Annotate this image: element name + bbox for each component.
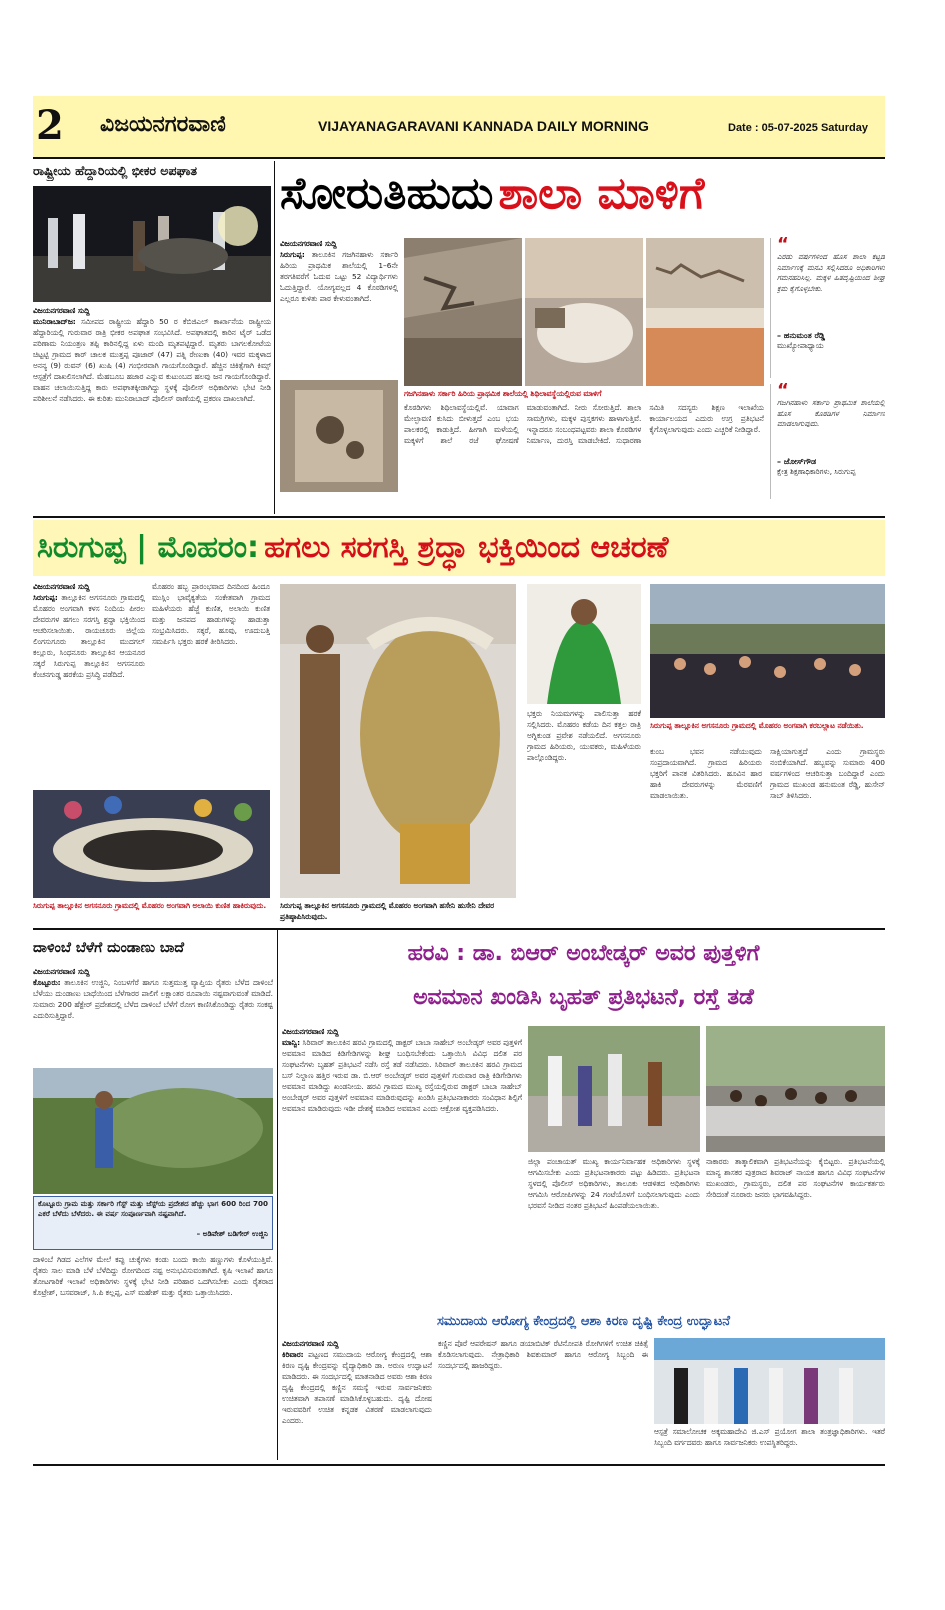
moharram-byline: ವಿಜಯನಗರವಾಣಿ ಸುದ್ದಿ (33, 582, 90, 591)
school-photo-caption: ಗಜಗಿನಹಾಳು ಸರ್ಕಾರಿ ಹಿರಿಯ ಪ್ರಾಥಮಿಕ ಶಾಲೆಯಲ್ಲಿ ಶಿಥಿಲಾವಸ್ಥೆಯಲ್ಲಿರುವ ಮಾಳಿಗೆ (404, 389, 602, 398)
ambedkar-byline: ವಿಜಯನಗರವಾಣಿ ಸುದ್ದಿ (282, 1027, 339, 1036)
health-body-1-text: ಪಟ್ಟಣದ ಸಮುದಾಯ ಆರೋಗ್ಯ ಕೇಂದ್ರದಲ್ಲಿ ಆಶಾ ಕಿರಣ ದೃಷ್ಟಿ ಕೇಂದ್ರವನ್ನು ವೈದ್ಯಾಧಿಕಾರಿ ಡಾ. ಅರುಣ ಉದ್ಘಾಟನೆ ಮಾಡಿದರು. ಈ ಸಂದರ್ಭದಲ್ಲಿ ಮಾತನಾಡಿದ ಅವರು ಆಶಾ ಕಿರಣ ದೃಷ್ಟಿ ಕೇಂದ್ರದಲ್ಲಿ ಕಣ್ಣಿನ ಸಮಸ್ಯೆ ಇರುವ ಸಾರ್ವಜನಿಕರು ಉಚಿತವಾಗಿ ತಪಾಸಣೆ ಮಾಡಿಸಿಕೊಳ್ಳಬಹುದು. ದೃಷ್ಟಿ ದೋಷ ಇರುವವರಿಗೆ ಉಚಿತ ಕನ್ನಡಕ ವಿತರಣೆ ಮಾಡಲಾಗುವುದು ಎಂದರು. (282, 1350, 432, 1425)
pomegranate-photo (33, 1068, 273, 1194)
school-quote-1-text: ಎರಡು ವರ್ಷಗಳಿಂದ ಹೊಸ ಶಾಲಾ ಕಟ್ಟಡ ನಿರ್ಮಾಣಕ್ಕೆ ಮನವಿ ಸಲ್ಲಿಸಿದರೂ ಅಧಿಕಾರಿಗಳು ಗಮನಹರಿಸಿಲ್ಲ. ಮಕ್ಕಳ ಹಿತದೃಷ್ಟಿಯಿಂದ ಶೀಘ್ರ ಕ್ರಮ ಕೈಗೊಳ್ಳಬೇಕು. (777, 252, 885, 293)
school-photo-wall (280, 380, 398, 492)
moharram-dateline: ಸಿರುಗುಪ್ಪ: (33, 593, 58, 602)
ambedkar-dateline: ಮಾನ್ವಿ: (282, 1038, 301, 1047)
accident-photo (33, 186, 271, 302)
section-rule-1 (33, 516, 885, 518)
accident-dateline: ಮುನಿರಾಬಾದ್‌ಜ: (33, 317, 76, 326)
pomegranate-body-1 (33, 966, 273, 1066)
school-photo-ceiling-1 (404, 238, 522, 386)
moharram-body-4: ಕುಂಬ ಭವನ ನಡೆಯುವುದು ಸಂಪ್ರದಾಯವಾಗಿದೆ. ಗ್ರಾಮದ ಹಿರಿಯರು ಭಕ್ತರಿಗೆ ಪಾನಕ ವಿತರಿಸಿದರು. ಹೂವಿನ ಹಾರ ಹಾಕಿ ದೇವರುಗಳನ್ನು ಮೆರವಣಿಗೆ ಮಾಡಲಾಯಿತು. (650, 747, 762, 800)
pomegranate-body-1-text: ತಾಲೂಕಿನ ಉಜ್ಜಿನಿ, ನಿಂಬಳಗೆರೆ ಹಾಗೂ ಸುತ್ತಮುತ್ತ ವ್ಯಾಪ್ತಿಯ ರೈತರು ಬೆಳೆದ ದಾಳಿಂಬೆ ಬೆಳೆಯು ದುಂಡಾಣು ಬಾಧೆಯಿಂದ ಬೆಳೆಗಾರರ ಪಾಲಿಗೆ ಲಕ್ಷಾಂತರ ರೂಪಾಯಿ ನಷ್ಟವಾಗುವಂತೆ ಮಾಡಿದೆ. ಸುಮಾರು 200 ಹೆಕ್ಟೇರ್ ಪ್ರದೇಶದಲ್ಲಿ ಬೆಳೆದ ದಾಳಿಂಬೆ ಬೆಳೆಗೆ ರೋಗ ಕಾಣಿಸಿಕೊಂಡಿದ್ದು ರೈತರು ಸಂಕಷ್ಟ ಎದುರಿಸುತ್ತಿದ್ದಾರೆ. (33, 978, 273, 1020)
accident-headline: ರಾಷ್ಟ್ರೀಯ ಹೆದ್ದಾರಿಯಲ್ಲಿ ಭೀಕರ ಅಪಘಾತ (33, 163, 197, 178)
school-quote-2-role: ಕ್ಷೇತ್ರ ಶಿಕ್ಷಣಾಧಿಕಾರಿಗಳು, ಸಿರುಗುಪ್ಪ (777, 467, 856, 476)
quote-mark-icon: “ (777, 234, 789, 255)
school-quote-1-role: ಮುಖ್ಯೋಪಾಧ್ಯಾಯ (777, 341, 824, 350)
school-headline-part2: ಶಾಲಾ ಮಾಳಿಗೆ (498, 168, 705, 219)
accident-body (33, 305, 271, 515)
ambedkar-photo-protest-2 (706, 1026, 885, 1152)
moharram-body-5: ಸಾಕ್ಷಿಯಾಗುತ್ತದೆ ಎಂದು ಗ್ರಾಮಸ್ಥರು ನಂಬಿಕೆಯಾಗಿದೆ. ಹಬ್ಬವನ್ನು ಸುಮಾರು 400 ವರ್ಷಗಳಿಂದ ಆಚರಿಸುತ್ತಾ ಬಂದಿದ್ದಾರೆ ಎಂದು ಗ್ರಾಮದ ಮುಖಂಡ ಹನುಮಂತ ರೆಡ್ಡಿ, ಹುಸೇನ್ ಸಾಬ್ ತಿಳಿಸಿದರು. (770, 747, 885, 800)
school-photo-debris (525, 238, 643, 386)
school-headline (280, 160, 885, 228)
masthead-rule (33, 157, 885, 159)
moharram-caption-left (33, 900, 270, 924)
moharram-photo-deity (280, 584, 516, 898)
school-intro-text: ತಾಲೂಕಿನ ಗಜಗಿನಹಾಳು ಸರ್ಕಾರಿ ಹಿರಿಯ ಪ್ರಾಥಮಿಕ ಶಾಲೆಯಲ್ಲಿ 1–6ನೇ ತರಗತಿವರೆಗೆ ಓದುವ ಒಟ್ಟು 52 ವಿದ್ಯಾರ್ಥಿಗಳು ಓದುತ್ತಿದ್ದಾರೆ. ಯೋಗ್ಯವಲ್ಲದ 4 ಕೊಠಡಿಗಳಲ್ಲಿ ಎಲ್ಲರೂ ಕುಳಿತು ಪಾಠ ಕೇಳುವಂತಾಗಿದೆ. (280, 250, 398, 303)
moharram-photo-devotee (527, 584, 641, 704)
moharram-photo-crowd (650, 584, 885, 718)
accident-byline: ವಿಜಯನಗರವಾಣಿ ಸುದ್ದಿ (33, 306, 90, 315)
moharram-caption-right (650, 720, 885, 744)
moharram-headline-rest: ಹಗಲು ಸರಗಸ್ತಿ ಶ್ರದ್ಧಾ ಭಕ್ತಿಯಿಂದ ಆಚರಣೆ (264, 530, 669, 565)
health-dateline: ಕಿರಿವಾರ: (282, 1350, 304, 1359)
moharram-body-2: ಮೊಹರಂ ಹಬ್ಬ ಪ್ರಾರಂಭವಾದ ದಿನದಿಂದ ಹಿಂದೂ ಮುಸ್ಲಿಂ ಭಾವೈಕ್ಯತೆಯ ಸಂಕೇತವಾಗಿ ಗ್ರಾಮದ ಮಹಿಳೆಯರು ಹೆಜ್ಜೆ ಕುಣಿತ, ಅಲಾಯಿ ಕುಣಿತ ಮತ್ತು ಜನಪದ ಹಾಡುಗಳನ್ನು ಹಾಡುತ್ತಾ ಸಂಭ್ರಮಿಸಿದರು. ಸಕ್ಕರೆ, ಹೂವು, ಊದುಬತ್ತಿ ಸಮರ್ಪಿಸಿ ಭಕ್ತರು ಹರಕೆ ತೀರಿಸಿದರು. (152, 582, 270, 646)
school-body: ಕೊಠಡಿಗಳು ಶಿಥಿಲಾವಸ್ಥೆಯಲ್ಲಿವೆ. ಯಾವಾಗ ಮೇಲ್ಛಾವಣಿ ಕುಸಿದು ಬೀಳುತ್ತದೆ ಎಂಬ ಭಯ ಪಾಲಕರಲ್ಲಿ ಕಾಡುತ್ತಿದೆ. ಹೀಗಾಗಿ ಮಳೆಯಲ್ಲಿ ಮಕ್ಕಳಿಗೆ ಶಾಲೆ ರಜೆ ಘೋಷಣೆ ಮಾಡುವಂತಾಗಿದೆ. ನೀರು ಸೋರುತ್ತಿದೆ. ಶಾಲಾ ಸಾಮಗ್ರಿಗಳು, ಮಕ್ಕಳ ಪುಸ್ತಕಗಳು ಹಾಳಾಗುತ್ತಿವೆ. ಇನ್ನಾದರೂ ಸಂಬಂಧಪಟ್ಟವರು ಶಾಲಾ ಕೊಠಡಿಗಳ ನಿರ್ಮಾಣ, ದುರಸ್ತಿ ಮಾಡಬೇಕಿದೆ. ಸುಧಾರಣಾ ಸಮಿತಿ ಸದಸ್ಯರು ಶಿಕ್ಷಣ ಇಲಾಖೆಯ ಕಾರ್ಯಾಲಯದ ಎದುರು ಉಗ್ರ ಪ್ರತಿಭಟನೆ ಕೈಗೊಳ್ಳಲಾಗುವುದು ಎಂದು ಎಚ್ಚರಿಕೆ ನೀಡಿದ್ದಾರೆ. (404, 403, 764, 445)
ambedkar-body-2: ಜಿಲ್ಲಾ ಪಂಚಾಯತ್ ಮುಖ್ಯ ಕಾರ್ಯನಿರ್ವಾಹಕ ಅಧಿಕಾರಿಗಳು ಸ್ಥಳಕ್ಕೆ ಆಗಮಿಸಬೇಕು ಎಂದು ಪ್ರತಿಭಟನಾಕಾರರು ಪಟ್ಟು ಹಿಡಿದರು. ಪ್ರತಿಭಟನಾ ಸ್ಥಳದಲ್ಲಿ ಪೊಲೀಸ್ ಅಧಿಕಾರಿಗಳು, ತಾಲೂಕು ಆಡಳಿತದ ಅಧಿಕಾರಿಗಳು ಆಗಮಿಸಿ ಆರೋಪಿಗಳನ್ನು 24 ಗಂಟೆಯೊಳಗೆ ಬಂಧಿಸಲಾಗುವುದು ಎಂದು ಭರವಸೆ ನೀಡಿದ ನಂತರ ಪ್ರತಿಭಟನೆ ಹಿಂಪಡೆಯಲಾಯಿತು. (528, 1157, 700, 1210)
health-body-2: ಕಣ್ಣಿನ ಪೊರೆ ಆಪರೇಷನ್ ಹಾಗೂ ಡಯಾಬಿಟಿಕ್ ರೆಟಿನೋಪತಿ ರೋಗಿಗಳಿಗೆ ಉಚಿತ ಚಿಕಿತ್ಸೆ ಕೊಡಿಸಲಾಗುವುದು. ನೇತ್ರಾಧಿಕಾರಿ ಶಿವಕುಮಾರ್ ಹಾಗೂ ಆರೋಗ್ಯ ಸಿಬ್ಬಂದಿ ಈ ಸಂದರ್ಭದಲ್ಲಿ ಹಾಜರಿದ್ದರು. (438, 1339, 648, 1370)
moharram-body-3: ಭಕ್ತರು ನಿಯಮಗಳನ್ನು ಪಾಲಿಸುತ್ತಾ ಹರಕೆ ಸಲ್ಲಿಸಿದರು. ಮೊಹರಂ ಕಡೆಯ ದಿನ ಕತ್ತಲ ರಾತ್ರಿ ಅಗ್ನಿಕುಂಡ ಪ್ರವೇಶ ನಡೆಯಲಿದೆ. ಅಗಸನೂರು ಗ್ರಾಮದ ಹಿರಿಯರು, ಯುವಕರು, ಮಹಿಳೆಯರು ಪಾಲ್ಗೊಂಡಿದ್ದರು. (527, 709, 641, 762)
pomegranate-quote-text: ಕೊಟ್ಟೂರು ಗ್ರಾಮ ಮತ್ತು ಸರ್ಕಾರಿ ಗೆಸ್ಟ್ ಮತ್ತು ಜೆಸ್ಟ್‌ಯ ಪ್ರದೇಶದ ಹೆಚ್ಚು ಭಾಗ 600 ರಿಂದ 700 ಎಕರೆ ಬೆಳೆದು ಬೆಳೆದರು. ಈ ವರ್ಷ ಸಂಪೂರ್ಣವಾಗಿ ನಷ್ಟವಾಗಿದೆ. (38, 1199, 268, 1218)
pomegranate-headline: ದಾಳಿಂಬೆ ಬೆಳೆಗೆ ದುಂಡಾಣು ಬಾದೆ (33, 940, 185, 956)
health-photo-caption: ಆಸ್ಪತ್ರೆ ಸಮಾಲೋಚಕ ಅಕ್ಕಮಹಾದೇವಿ ಜಿ.ಎಸ್ ಪ್ರಯೋಗ ಶಾಲಾ ತಂತ್ರಜ್ಞಾಧಿಕಾರಿಗಳು. ಇತರೆ ಸಿಬ್ಬಂದಿ ವರ್ಗದವರು ಹಾಗೂ ಸಾರ್ವಜನಿಕರು ಉಪಸ್ಥಿತರಿದ್ದರು. (654, 1427, 885, 1447)
school-quote-2-author: – ಜೋಸ್‌ಗೌಡ (777, 457, 817, 466)
accident-text: ಸಮೀಪದ ರಾಷ್ಟ್ರೀಯ ಹೆದ್ದಾರಿ 50 ರ ಕೆಬಿಜಿಎಲ್ ಕಾರ್ಖಾನೆಯ ರಾಷ್ಟ್ರೀಯ ಹೆದ್ದಾರಿಯಲ್ಲಿ ಗುರುವಾರ ರಾತ್ರಿ ಭೀಕರ ಅಪಘಾತ ಸಂಭವಿಸಿದೆ. ಅಪಘಾತದಲ್ಲಿ ಕಾರಿನ ಟೈರ್ ಒಡೆದ ಪರಿಣಾಮ ನಿಯಂತ್ರಣ ತಪ್ಪಿ ಕಾರಿನಲ್ಲಿದ್ದ ಏಳು ಮಂದಿ ಮೃತಪಟ್ಟಿದ್ದಾರೆ. ಮೃತರು ಬಾಗಲಕೋಟೆಯ ಚಿಟ್ಟಟ್ಟಿ ಗ್ರಾಮದ ಕಾರ್ ಚಾಲಕ ಮುತ್ತಪ್ಪ ಪೂಜಾರ್ (47) ಪತ್ನಿ ರೇಣುಕಾ (40) ಇವರ ಮಕ್ಕಳಾದ ಅನನ್ಯ (9) ರುವನ್ (6) ಖುಷಿ (4) ಗಂಭೀರವಾಗಿ ಗಾಯಗೊಂಡಿದ್ದಾರೆ. ಹೆಚ್ಚಿನ ಚಿಕಿತ್ಸೆಗಾಗಿ ಕಿಮ್ಸ್ ಆಸ್ಪತ್ರೆಗೆ ದಾಖಲಿಸಲಾಗಿದೆ. ಮೆಹಬೂಬ ಹಜಾರ ಎನ್ನುವ ಕುಟುಂಬದ ಹಲವು ಜನ ಗಾಯಗೊಂಡಿದ್ದಾರೆ. ವಾಹನ ಚಲಾಯಿಸುತ್ತಿದ್ದ ಕಾರು ಅಪಘಾತಕ್ಕೀಡಾಗಿದ್ದು ಸ್ಥಳಕ್ಕೆ ಪೊಲೀಸ್ ಅಧಿಕಾರಿಗಳು ಭೇಟಿ ನೀಡಿ ಪರಿಶೀಲನೆ ನಡೆಸಿದರು. ಈ ಕುರಿತು ಮುನಿರಾಬಾದ್ ಪೊಲೀಸ್ ಠಾಣೆಯಲ್ಲಿ ಪ್ರಕರಣ ದಾಖಲಾಗಿದೆ. (33, 317, 271, 403)
school-quote-2-text: ಗಜಗಿನಹಾಳು ಸರ್ಕಾರಿ ಪ್ರಾಥಮಿಕ ಶಾಲೆಯಲ್ಲಿ ಹೊಸ ಕೊಠಡಿಗಳ ನಿರ್ಮಾಣ ಮಾಡಲಾಗುವುದು. (777, 398, 885, 428)
ambedkar-body-1-text: ಸಿರಿವಾರ್ ತಾಲೂಕಿನ ಹರವಿ ಗ್ರಾಮದಲ್ಲಿ ಡಾಕ್ಟರ್ ಬಾಬಾ ಸಾಹೇಬ್ ಅಂಬೇಡ್ಕರ್ ಅವರ ಪುತ್ತಳಿಗೆ ಅವಮಾನ ಮಾಡಿದ ಕಿಡಿಗೇಡಿಗಳನ್ನು ಶೀಘ್ರ ಬಂಧಿಸಬೇಕೆಂದು ಒತ್ತಾಯಿಸಿ ವಿವಿಧ ದಲಿತ ಪರ ಸಂಘಟನೆಗಳು ಬೃಹತ್ ಪ್ರತಿಭಟನೆ ನಡೆಸಿ ರಸ್ತೆ ತಡೆ ನಡೆಸಿದರು. ಸಿರಿವಾರ್ ತಾಲೂಕಿನ ಹರವಿ ಗ್ರಾಮದ ಬಸ್ ನಿಲ್ದಾಣ ಹತ್ತಿರ ಇರುವ ಡಾ. ಬಿ.ಆರ್ ಅಂಬೇಡ್ಕರ್ ಅವರ ಪುತ್ತಳಿಗೆ ಗುರುವಾರ ರಾತ್ರಿ ಕಿಡಿಗೇಡಿಗಳು ಅವಮಾನ ಮಾಡಿದ್ದು ಖಂಡನೀಯ. ಹರವಿ ಗ್ರಾಮದ ಮುಖ್ಯ ರಸ್ತೆಯಲ್ಲಿರುವ ಡಾಕ್ಟರ್ ಬಾಬಾ ಸಾಹೇಬ್ ಅಂಬೇಡ್ಕರ್ ಅವರ ಪುತ್ತಳಿಗೆ ಅವಮಾನ ಮಾಡಿರುವುದನ್ನು ಖಂಡಿಸಿ ಪ್ರತಿಭಟನಾಕಾರರು ಸಂವಿಧಾನ ಶಿಲ್ಪಿಗೆ ಅವಮಾನ ಮಾಡಿರುವುದು ಇಡೀ ದೇಶಕ್ಕೆ ಮಾಡಿದ ಅವಮಾನ ಎಂದು ಆಕ್ರೋಶ ವ್ಯಕ್ತಪಡಿಸಿದರು. (282, 1038, 522, 1113)
moharram-caption-center (280, 900, 516, 924)
moharram-photo-alaayi (33, 790, 270, 898)
health-photo (654, 1338, 885, 1424)
section-rule-2 (33, 928, 885, 930)
moharram-headline-place: ಸಿರುಗುಪ್ಪ | ಮೊಹರಂ: (37, 530, 260, 565)
school-quote-1-author: – ಹನುಮಂತ ರೆಡ್ಡಿ (777, 331, 825, 340)
health-body-1 (282, 1338, 432, 1460)
ambedkar-photo-protest-1 (528, 1026, 700, 1152)
ambedkar-headline-line2: ಅವಮಾನ ಖಂಡಿಸಿ ಬೃಹತ್ ಪ್ರತಿಭಟನೆ, ರಸ್ತೆ ತಡೆ (413, 985, 754, 1010)
school-headline-part1: ಸೋರುತಿಹುದು (280, 168, 494, 219)
ambedkar-headline (282, 932, 885, 1022)
health-byline: ವಿಜಯನಗರವಾಣಿ ಸುದ್ದಿ (282, 1339, 339, 1348)
pomegranate-quote-box (33, 1196, 273, 1250)
school-quote-box-1 (770, 234, 885, 378)
column-divider-top (274, 161, 275, 514)
school-byline: ವಿಜಯನಗರವಾಣಿ ಸುದ್ದಿ (280, 239, 337, 248)
moharram-caption-left-text: ಸಿರುಗುಪ್ಪ ತಾಲ್ಲೂಕಿನ ಅಗಸನೂರು ಗ್ರಾಮದಲ್ಲಿ ಮೊಹರಂ ಅಂಗವಾಗಿ ಅಲಾಯಿ ಕುಣಿತ ಹಾಕಿರುವುದು. (33, 901, 267, 910)
school-dateline: ಸಿರುಗುಪ್ಪ: (280, 250, 305, 259)
health-headline: ಸಮುದಾಯ ಆರೋಗ್ಯ ಕೇಂದ್ರದಲ್ಲಿ ಆಶಾ ಕಿರಣ ದೃಷ್ಟಿ ಕೇಂದ್ರ ಉದ್ಘಾಟನೆ (437, 1314, 730, 1329)
masthead-name-english: VIJAYANAGARAVANI KANNADA DAILY MORNING (318, 118, 649, 134)
ambedkar-body-3: ನಾಕಾರರು ತಾತ್ಕಾಲಿಕವಾಗಿ ಪ್ರತಿಭಟನೆಯನ್ನು ಕೈಬಿಟ್ಟರು. ಪ್ರತಿಭಟನೆಯಲ್ಲಿ ಮಾನ್ಯ ಶಾಸಕರ ಪುತ್ರರಾದ ಶಿವರಾಜ್ ನಾಯಕ ಹಾಗೂ ವಿವಿಧ ಸಂಘಟನೆಗಳ ಮುಖಂಡರು, ಗ್ರಾಮಸ್ಥರು, ದಲಿತ ಪರ ಸಂಘಟನೆಗಳ ಕಾರ್ಯಕರ್ತರು ಸೇರಿದಂತೆ ನೂರಾರು ಜನರು ಭಾಗವಹಿಸಿದ್ದರು. (706, 1157, 885, 1199)
pomegranate-body-2: ದಾಳಿಂಬೆ ಗಿಡದ ಎಲೆಗಳ ಮೇಲೆ ಕಪ್ಪು ಚುಕ್ಕೆಗಳು ಕಂಡು ಬಂದು ಕಾಯಿ ಹಣ್ಣುಗಳು ಕೊಳೆಯುತ್ತಿವೆ. ರೈತರು ಸಾಲ ಮಾಡಿ ಬೆಳೆ ಬೆಳೆದಿದ್ದು ರೋಗದಿಂದ ನಷ್ಟ ಅನುಭವಿಸುವಂತಾಗಿದೆ. ಕೃಷಿ ಇಲಾಖೆ ಹಾಗೂ ತೋಟಗಾರಿಕೆ ಇಲಾಖೆ ಅಧಿಕಾರಿಗಳು ಸ್ಥಳಕ್ಕೆ ಭೇಟಿ ನೀಡಿ ಪರಿಹಾರ ಒದಗಿಸಬೇಕು ಎಂದು ರೈತರಾದ ಕೊಟ್ರೇಶ್, ಬಸವರಾಜ್, ಸಿ.ಪಿ ಕಲ್ಲಪ್ಪ, ಎಸ್ ಮಹೇಶ್ ಮತ್ತು ರೈತರು ಒತ್ತಾಯಿಸಿದರು. (33, 1255, 273, 1297)
school-quote-box-2 (770, 380, 885, 499)
moharram-body-1 (33, 581, 145, 787)
pomegranate-quote-author: – ಅಡಿವೇಶ್ ಬಡಿಗೇರ್‌ ಉಜ್ಜಿನಿ (196, 1229, 268, 1238)
page-bottom-rule (33, 1464, 885, 1466)
moharram-caption-center-text: ಸಿರುಗುಪ್ಪ ತಾಲ್ಲೂಕಿನ ಅಗಸನೂರು ಗ್ರಾಮದಲ್ಲಿ ಮೊಹರಂ ಅಂಗವಾಗಿ ಹಸೇನಿ ಹುಸೇನಿ ದೇವರ ಪ್ರತಿಷ್ಠಾಪಿಸಿರುವುದು. (280, 901, 495, 921)
pomegranate-byline: ವಿಜಯನಗರವಾಣಿ ಸುದ್ದಿ (33, 967, 90, 976)
column-divider-bottom (277, 930, 278, 1460)
pomegranate-dateline: ಕೊಟ್ಟೂರು: (33, 978, 61, 987)
ambedkar-headline-line1: ಹರವಿ : ಡಾ. ಬಿಆರ್ ಅಂಬೇಡ್ಕರ್ ಅವರ ಪುತ್ತಳಿಗೆ (407, 941, 760, 966)
school-intro (280, 238, 398, 378)
ambedkar-body-1 (282, 1026, 522, 1306)
issue-date: Date : 05-07-2025 Saturday (728, 122, 869, 134)
page-number: 2 (36, 102, 64, 149)
masthead-name-kannada: ವಿಜಯನಗರವಾಣಿ (100, 112, 226, 137)
moharram-body-1-text: ತಾಲ್ಲೂಕಿನ ಅಗಸನೂರು ಗ್ರಾಮದಲ್ಲಿ ಮೊಹರಂ ಅಂಗವಾಗಿ ಕಳಸ ನಿಂದಿಯ ಪೀರಲ ದೇವರುಗಳ ಹಗಲು ಸರಗಸ್ತಿ ಶ್ರದ್ಧಾ ಭಕ್ತಿಯಿಂದ ಆಚರಿಸಲಾಯಿತು. ರಾಯಚೂರು ಜಿಲ್ಲೆಯ ಲಿಂಗಸುಗೂರು ತಾಲ್ಲೂಕಿನ ಮುದಗಲ್ ಕಲ್ಲೂರು, ಸಿಂಧನೂರು ತಾಲ್ಲೂಕಿನ ಆಯನೂರ ಸಕ್ಕರೆ ಸಿರುಗುಪ್ಪ ತಾಲ್ಲೂಕಿನ ಅಗಸನೂರು ಕೆಂಚನಗುಡ್ಡ ಹರಕೆಯ ಪ್ರಸಿದ್ಧಿ ಪಡೆದಿದೆ. (33, 593, 145, 679)
moharram-headline (33, 520, 885, 576)
quote-mark-icon: “ (777, 380, 789, 401)
school-photo-ceiling-2 (646, 238, 764, 386)
moharram-caption-right-text: ಸಿರುಗುಪ್ಪ ತಾಲ್ಲೂಕಿನ ಅಗಸನೂರು ಗ್ರಾಮದಲ್ಲಿ ಮೊಹರಂ ಅಂಗವಾಗಿ ಕರಬಲ್ಲಾಟ ನಡೆಯಿತು. (650, 721, 864, 730)
